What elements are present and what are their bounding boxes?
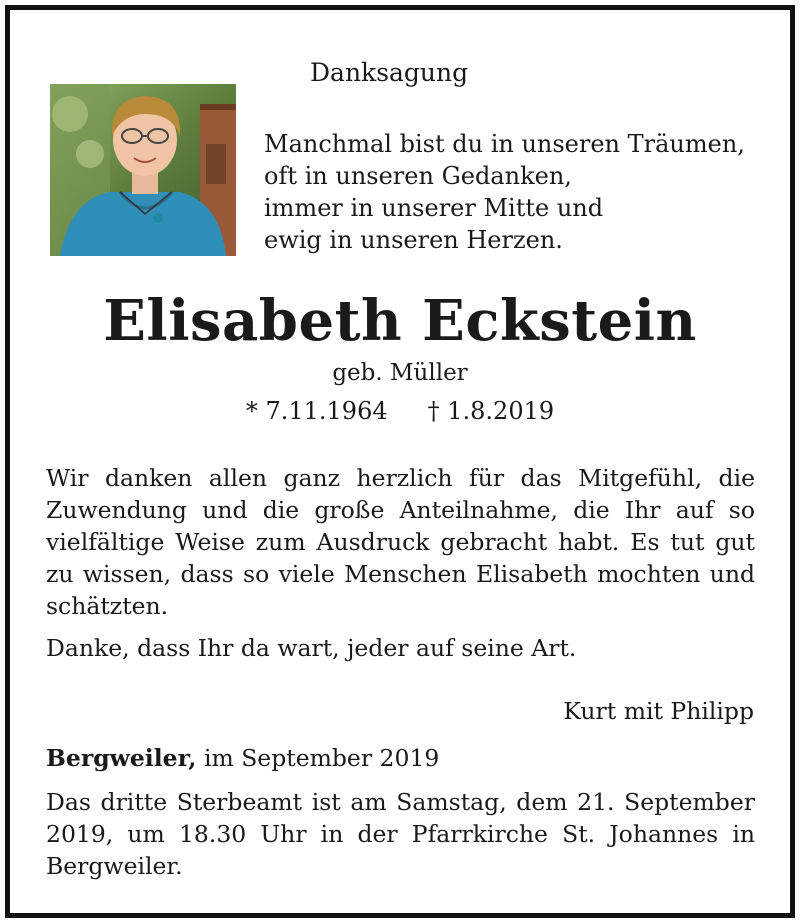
poem-line: ewig in unseren Herzen.: [264, 226, 563, 254]
poem-line: immer in unserer Mitte und: [264, 194, 604, 222]
poem-line: oft in unseren Gedanken,: [264, 162, 572, 190]
maiden-name: geb. Müller: [332, 360, 468, 386]
place-date-line: [46, 744, 439, 772]
birth-date: * 7.11.1964: [245, 397, 388, 425]
poem-line: Manchmal bist du in unseren Träumen,: [264, 130, 745, 158]
signature: Kurt mit Philipp: [563, 697, 754, 725]
portrait-photo: [50, 84, 236, 256]
deceased-name: Elisabeth Eckstein: [103, 288, 697, 354]
poem: [264, 128, 745, 256]
place-date: im September 2019: [196, 744, 440, 772]
place-name: Bergweiler,: [46, 744, 197, 772]
thanks-paragraph: Wir danken allen ganz herzlich für das Mitgefühl, die Zuwendung und die große Anteilnahme, die Ihr auf so vielfältige Weise zum Ausdruck gebracht habt. Es tut gut zu wissen, dass so viele Menschen Elisabeth mochten und schätzten.: [46, 464, 755, 620]
thanks-line: Danke, dass Ihr da wart, jeder auf seine Art.: [46, 634, 577, 662]
death-date: † 1.8.2019: [427, 397, 555, 425]
heading-danksagung: Danksagung: [310, 58, 469, 87]
service-notice: Das dritte Sterbeamt ist am Samstag, dem 21. September 2019, um 18.30 Uhr in der Pfarrkirche St. Johannes in Bergweiler.: [46, 788, 755, 880]
life-dates: [0, 397, 800, 425]
